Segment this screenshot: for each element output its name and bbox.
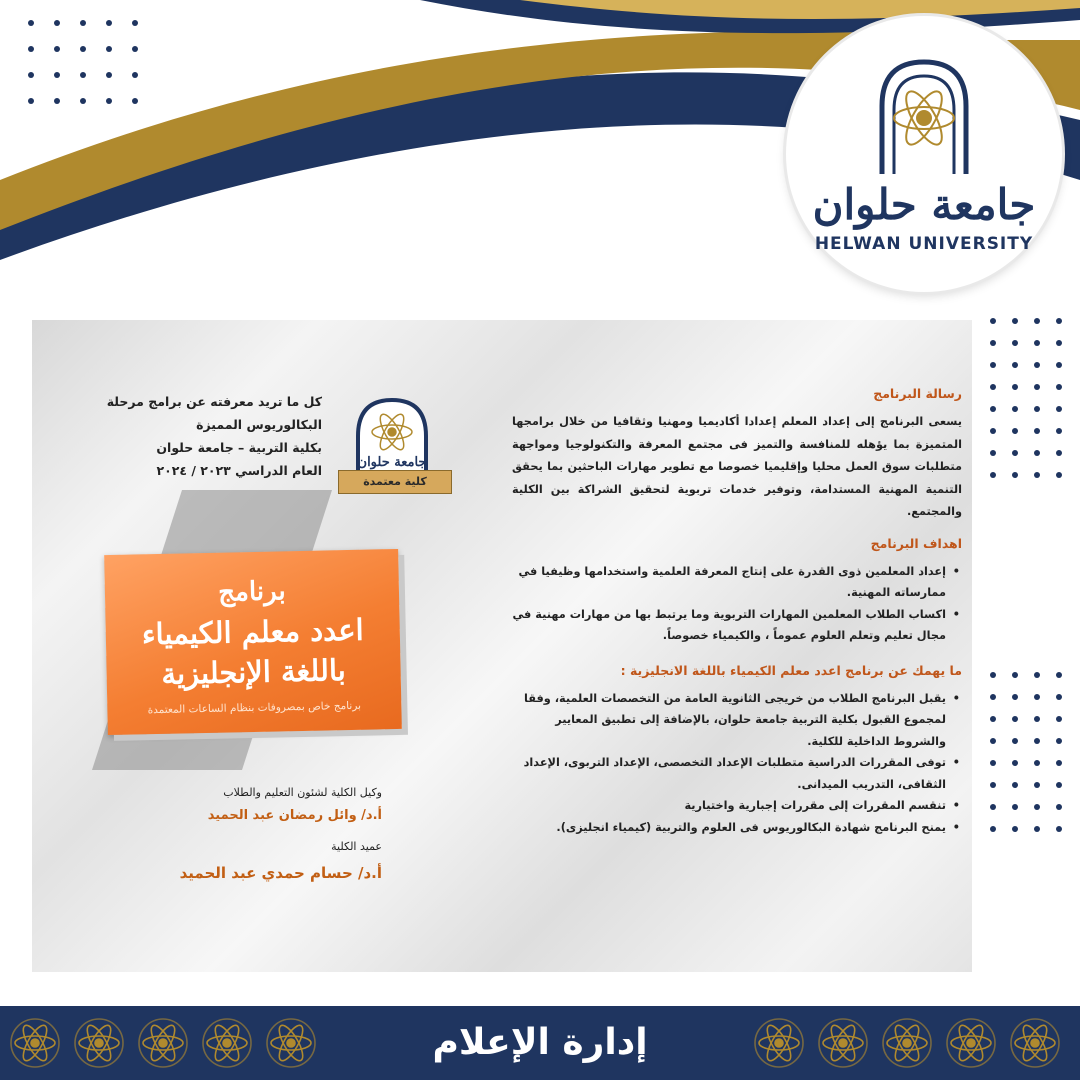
footer-band xyxy=(0,1006,1080,1080)
mission-heading: رسالة البرنامج xyxy=(873,386,962,401)
mini-logo-text: جامعة حلوان xyxy=(357,455,427,470)
atom-icon xyxy=(264,1016,318,1070)
program-title-line: باللغة الإنجليزية xyxy=(161,653,347,691)
list-item: • اكساب الطلاب المعلمين المهارات التربوية وما يرتبط بها من مهارات مهنية في مجال تعليم وتعلم العلوم عموماً ، والكيمياء خصوصاً. xyxy=(512,604,946,647)
atom-icon xyxy=(8,1016,62,1070)
program-poster xyxy=(32,320,972,972)
logo-arabic-text: جامعة حلوان xyxy=(812,180,1036,229)
atom-arch-icon xyxy=(874,56,974,176)
mission-text: يسعى البرنامج إلى إعداد المعلم إعدادا أكاديميا ومهنيا وثقافيا من خلال برامجها المتميزة بما يؤهله للمنافسة والتميز فى مجتمع المعرفة والتكنولوجيا ومواجهة متطلبات سوق العمل محليا وإقليميا خصوصا مع تطوير مهارات الباحثين بما يحقق التنمية المهنية المستدامة، وتوفير خدمات تربوية لتحقيق الشراكة بين الكلية والمجتمع. xyxy=(512,415,962,518)
important-heading: ما يهمك عن برنامج اعدد معلم الكيمياء باللغة الانجليزية : xyxy=(620,662,962,678)
list-item: • إعداد المعلمين ذوى القدرة على إنتاج المعرفة العلمية واستخدامها وظيفيا في ممارساته المهنية. xyxy=(512,561,946,604)
atom-icon xyxy=(752,1016,806,1070)
signatory-role: عميد الكلية xyxy=(331,840,382,853)
atom-icon xyxy=(136,1016,190,1070)
list-item: • يمنح البرنامج شهادة البكالوريوس فى العلوم والتربية (كيمياء انجليزى). xyxy=(512,817,946,839)
intro-line: العام الدراسي ٢٠٢٣ / ٢٠٢٤ xyxy=(156,463,322,478)
list-item: • توفى المقررات الدراسية متطلبات الإعداد التخصصى، الإعداد التربوى، الإعداد الثقافى، التدريب الميدانى. xyxy=(512,752,946,795)
dot-grid-top-left xyxy=(28,20,158,104)
program-title-line: اعدد معلم الكيمياء xyxy=(141,612,364,652)
signatory-name: أ.د/ حسام حمدي عبد الحميد xyxy=(179,864,382,882)
program-title-line: برنامج xyxy=(217,576,286,608)
intro-line: البكالوريوس المميزة xyxy=(196,417,322,432)
atom-icon xyxy=(200,1016,254,1070)
atom-icon xyxy=(1008,1016,1062,1070)
important-list xyxy=(512,688,962,839)
atom-icon xyxy=(816,1016,870,1070)
atom-icon xyxy=(880,1016,934,1070)
program-title-box xyxy=(104,549,402,735)
list-item: • يقبل البرنامج الطلاب من خريجى الثانوية العامة من التخصصات العلمية، وفقا لمجموع القبول بكلية التربية جامعة حلوان، بالإضافة إلى تطبيق المعايير والشروط الداخلية للكلية. xyxy=(512,688,946,753)
intro-line: بكلية التربية – جامعة حلوان xyxy=(156,440,322,455)
list-item: • تنقسم المقررات إلى مقررات إجبارية واختيارية xyxy=(512,795,946,817)
program-title xyxy=(105,569,401,695)
dot-grid-right-lower xyxy=(990,672,1078,832)
signatory-name: أ.د/ وائل رمضان عبد الحميد xyxy=(207,808,382,823)
accredited-badge: كلية معتمدة xyxy=(338,470,452,494)
university-logo-badge xyxy=(786,16,1062,292)
dot-grid-right-upper xyxy=(990,318,1078,478)
signatory-role: وكيل الكلية لشئون التعليم والطلاب xyxy=(223,786,382,799)
intro-text xyxy=(72,390,322,482)
goals-list xyxy=(512,561,962,647)
atom-icon xyxy=(944,1016,998,1070)
atom-icon xyxy=(72,1016,126,1070)
program-subtitle: برنامج خاص بمصروفات بنظام الساعات المعتمدة xyxy=(147,699,362,717)
intro-line: كل ما تريد معرفته عن برامج مرحلة xyxy=(106,394,322,409)
footer-title: إدارة الإعلام xyxy=(432,1022,648,1063)
logo-english-text: HELWAN UNIVERSITY xyxy=(814,234,1034,254)
goals-heading: اهداف البرنامج xyxy=(870,535,962,551)
program-details xyxy=(512,386,962,838)
